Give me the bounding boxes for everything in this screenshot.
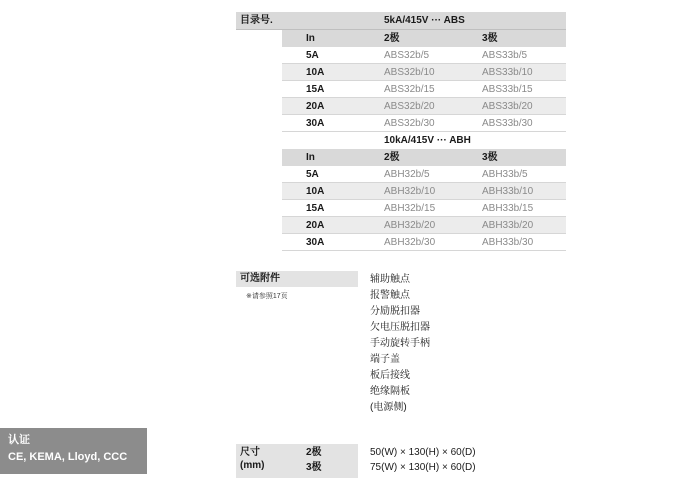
model-2p: ABS32b/5: [384, 50, 430, 61]
rated-current: 30A: [306, 118, 325, 129]
rated-current: 5A: [306, 50, 319, 61]
column-header-row: [236, 149, 566, 166]
col-header-2p: 2极: [384, 152, 400, 163]
rated-current: 15A: [306, 203, 325, 214]
model-2p: ABH32b/5: [384, 169, 430, 180]
rated-current: 15A: [306, 84, 325, 95]
table-row: [236, 115, 566, 132]
model-3p: ABH33b/15: [482, 203, 534, 214]
list-item: 欠电压脱扣器: [370, 322, 430, 333]
table-row: [236, 183, 566, 200]
list-item: (电源侧): [370, 402, 407, 413]
table-row: [236, 217, 566, 234]
table-row: [236, 81, 566, 98]
model-2p: ABS32b/15: [384, 84, 435, 95]
model-3p: ABS33b/10: [482, 67, 533, 78]
table-row: [236, 200, 566, 217]
list-item: 绝缘隔板: [370, 386, 410, 397]
list-item: 分励脱扣器: [370, 306, 420, 317]
accessories-list: [370, 272, 430, 416]
catalog-header-row: [236, 12, 566, 30]
col-header-3p: 3极: [482, 152, 498, 163]
rated-current: 20A: [306, 220, 325, 231]
list-item: 手动旋转手柄: [370, 338, 430, 349]
accessories-note: ※请参照17页: [246, 293, 288, 300]
model-2p: ABS32b/20: [384, 101, 435, 112]
model-2p: ABS32b/30: [384, 118, 435, 129]
catalog-table: [236, 12, 566, 251]
table-row: [236, 98, 566, 115]
dimensions-unit: (mm): [240, 460, 265, 471]
model-3p: ABH33b/20: [482, 220, 534, 231]
col-header-amp: In: [306, 33, 315, 44]
model-3p: ABS33b/5: [482, 50, 528, 61]
rated-current: 30A: [306, 237, 325, 248]
catalog-title: 目录号.: [240, 15, 273, 26]
model-2p: ABH32b/15: [384, 203, 436, 214]
certification-title: 认证: [8, 434, 30, 446]
col-header-3p: 3极: [482, 33, 498, 44]
rated-current: 10A: [306, 67, 325, 78]
table-row: [236, 64, 566, 81]
series-abs-label: 5kA/415V ··· ABS: [384, 15, 465, 26]
accessories-title: 可选附件: [240, 273, 280, 284]
dimension-value: 50(W) × 130(H) × 60(D): [370, 447, 476, 458]
list-item: 辅助触点: [370, 274, 410, 285]
list-item: 报警触点: [370, 290, 410, 301]
col-header-amp: In: [306, 152, 315, 163]
model-3p: ABS33b/20: [482, 101, 533, 112]
rated-current: 10A: [306, 186, 325, 197]
model-3p: ABH33b/30: [482, 237, 534, 248]
model-2p: ABH32b/30: [384, 237, 436, 248]
dimension-poles: 3极: [306, 462, 322, 473]
list-item: 板后接线: [370, 370, 410, 381]
model-3p: ABS33b/30: [482, 118, 533, 129]
list-item: 端子盖: [370, 354, 400, 365]
model-2p: ABH32b/20: [384, 220, 436, 231]
dimensions-title: 尺寸: [240, 447, 260, 458]
column-header-row: [236, 30, 566, 47]
table-row: [236, 234, 566, 251]
table-row: [236, 47, 566, 64]
model-3p: ABH33b/10: [482, 186, 534, 197]
dimension-value: 75(W) × 130(H) × 60(D): [370, 462, 476, 473]
model-3p: ABH33b/5: [482, 169, 528, 180]
model-3p: ABS33b/15: [482, 84, 533, 95]
col-header-2p: 2极: [384, 33, 400, 44]
certification-text: CE, KEMA, Lloyd, CCC: [8, 451, 128, 463]
table-row: [236, 166, 566, 183]
model-2p: ABS32b/10: [384, 67, 435, 78]
rated-current: 20A: [306, 101, 325, 112]
series-abh-label: 10kA/415V ··· ABH: [384, 135, 471, 146]
dimension-poles: 2极: [306, 447, 322, 458]
rated-current: 5A: [306, 169, 319, 180]
model-2p: ABH32b/10: [384, 186, 436, 197]
series-header-row: [236, 132, 566, 149]
